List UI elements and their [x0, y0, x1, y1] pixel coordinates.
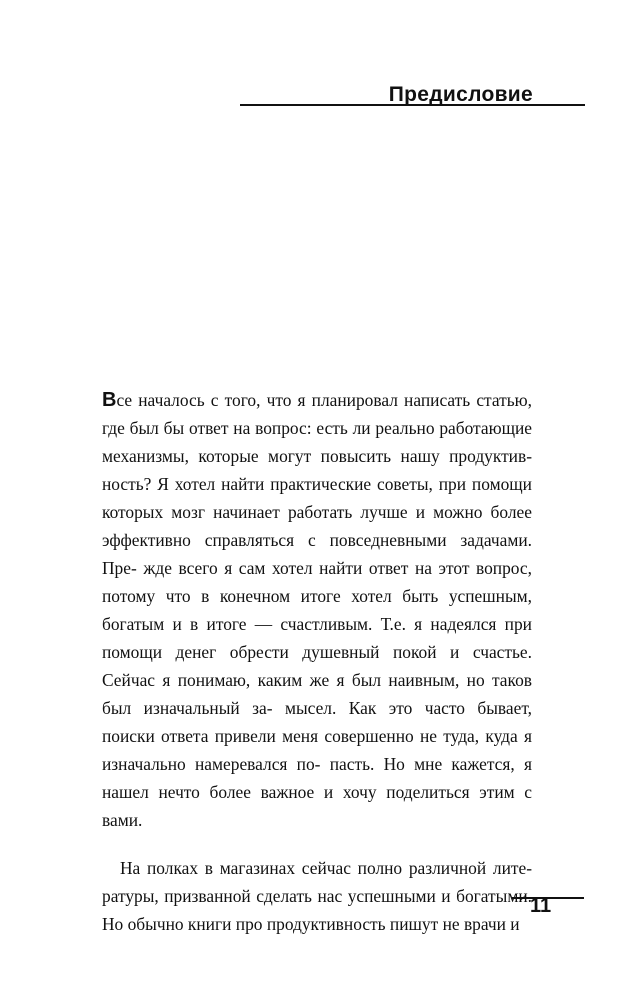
text-line: которых мозг начинает работать лучше и можно более — [102, 502, 532, 522]
text-line: Но обычно книги про продуктивность пишут не врачи и — [102, 914, 520, 934]
paragraph-2 — [102, 854, 532, 938]
drop-cap: В — [102, 389, 117, 411]
text-line: поделиться этим с вами. — [102, 782, 533, 830]
text-line: механизмы, которые могут повысить нашу продуктив- — [102, 446, 532, 466]
running-header — [240, 82, 585, 106]
text-line: пасть. Но мне кажется, я нашел нечто более важное и хочу — [102, 754, 532, 802]
text-line: мысел. Как это часто бывает, поиски ответа привели меня — [102, 698, 532, 746]
paragraph-1 — [102, 386, 532, 834]
text-line: итоге — счастливым. Т.е. я надеялся при помощи денег — [102, 614, 532, 662]
text-line: ратуры, призванной сделать нас успешными и богатыми. — [102, 886, 532, 906]
text-line: жде всего я сам хотел найти ответ на этот вопрос, потому — [102, 558, 532, 606]
text-line: обрести душевный покой и счастье. Сейчас я понимаю, — [102, 642, 532, 690]
page-footer — [512, 883, 584, 917]
text-line: ность? Я хотел найти практические советы, при помощи — [102, 474, 532, 494]
text-line: что в конечном итоге хотел быть успешным, богатым и в — [102, 586, 532, 634]
text-line: эффективно справляться с повседневными задачами. Пре- — [102, 530, 532, 578]
page-title: Предисловие — [388, 83, 533, 106]
page-number: 11 — [530, 895, 552, 917]
body-text — [102, 386, 532, 938]
text-line: где был бы ответ на вопрос: есть ли реально работающие — [102, 418, 532, 438]
text-line: На полках в магазинах сейчас полно различной лите- — [120, 858, 532, 878]
text-line: каким же я был наивным, но таков был изначальный за- — [102, 670, 532, 718]
text-line: се началось с того, что я планировал написать статью, — [116, 390, 532, 410]
text-line: совершенно не туда, куда я изначально намеревался по- — [102, 726, 532, 774]
